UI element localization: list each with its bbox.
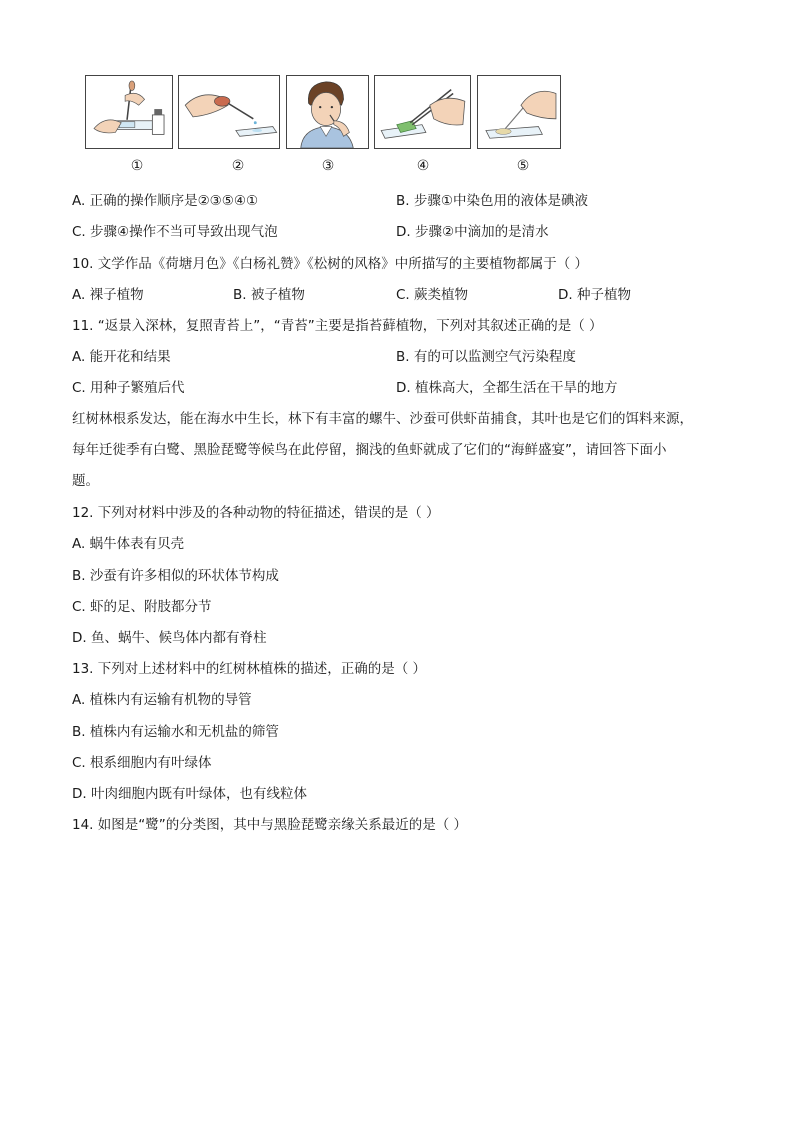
q13-option-a: A. 植株内有运输有机物的导管 <box>72 692 252 708</box>
q10-stem: 10. 文学作品《荷塘月色》《白杨礼赞》《松树的风格》中所描写的主要植物都属于（ ） <box>72 256 589 272</box>
q9-option-d: D. 步骤②中滴加的是清水 <box>396 224 549 240</box>
q13-option-b: B. 植株内有运输水和无机盐的筛管 <box>72 724 279 740</box>
tweezers-illustration <box>375 76 470 148</box>
q13-option-d: D. 叶肉细胞内既有叶绿体，也有线粒体 <box>72 786 307 802</box>
q11-option-a: A. 能开花和结果 <box>72 349 171 365</box>
figure-label-4: ④ <box>416 158 430 174</box>
figure-4-cover-slip <box>374 75 471 149</box>
figure-label-2: ② <box>231 158 245 174</box>
spreading-illustration <box>478 76 560 148</box>
q11-option-d: D. 植株高大，全都生活在干旱的地方 <box>396 380 618 396</box>
figure-5-spreading <box>477 75 561 149</box>
material-line-3: 题。 <box>72 473 99 489</box>
figure-3-cheek-scraping <box>286 75 369 149</box>
q10-option-a: A. 裸子植物 <box>72 287 144 303</box>
q13-option-c: C. 根系细胞内有叶绿体 <box>72 755 212 771</box>
dropper-illustration <box>179 76 279 148</box>
q9-option-a: A. 正确的操作顺序是②③⑤④① <box>72 193 259 209</box>
material-line-1: 红树林根系发达，能在海水中生长，林下有丰富的螺牛、沙蚕可供虾苗捕食，其叶也是它们的饵料来源， <box>72 411 693 427</box>
q14-stem: 14. 如图是“鹭”的分类图，其中与黑脸琵鹭亲缘关系最近的是（ ） <box>72 817 468 833</box>
figure-label-3: ③ <box>321 158 335 174</box>
figure-label-1: ① <box>130 158 144 174</box>
figure-1-staining <box>85 75 173 149</box>
material-paragraph <box>72 404 722 497</box>
q12-option-a: A. 蜗牛体表有贝壳 <box>72 536 185 552</box>
q9-option-b: B. 步骤①中染色用的液体是碘液 <box>396 193 588 209</box>
figure-2-dropping-water <box>178 75 280 149</box>
figure-label-5: ⑤ <box>516 158 530 174</box>
boy-illustration <box>287 76 368 148</box>
q12-option-b: B. 沙蚕有许多相似的环状体节构成 <box>72 568 279 584</box>
q12-option-c: C. 虾的足、附肢都分节 <box>72 599 212 615</box>
q10-option-b: B. 被子植物 <box>233 287 305 303</box>
experiment-figures <box>85 75 565 175</box>
q10-option-c: C. 蕨类植物 <box>396 287 469 303</box>
staining-illustration <box>86 76 172 148</box>
material-line-2: 每年迁徙季有白鹭、黑脸琵鹭等候鸟在此停留，搁浅的鱼虾就成了它们的“海鲜盛宴”，请回答下面小 <box>72 442 667 458</box>
q11-option-b: B. 有的可以监测空气污染程度 <box>396 349 576 365</box>
q12-stem: 12. 下列对材料中涉及的各种动物的特征描述，错误的是（ ） <box>72 505 440 521</box>
q13-stem: 13. 下列对上述材料中的红树林植株的描述，正确的是（ ） <box>72 661 427 677</box>
q10-option-d: D. 种子植物 <box>558 287 631 303</box>
q9-option-c: C. 步骤④操作不当可导致出现气泡 <box>72 224 278 240</box>
q12-option-d: D. 鱼、蜗牛、候鸟体内都有脊柱 <box>72 630 267 646</box>
q11-option-c: C. 用种子繁殖后代 <box>72 380 185 396</box>
q11-stem: 11. “返景入深林，复照青苔上”，“青苔”主要是指苔藓植物，下列对其叙述正确的是（ ） <box>72 318 603 334</box>
